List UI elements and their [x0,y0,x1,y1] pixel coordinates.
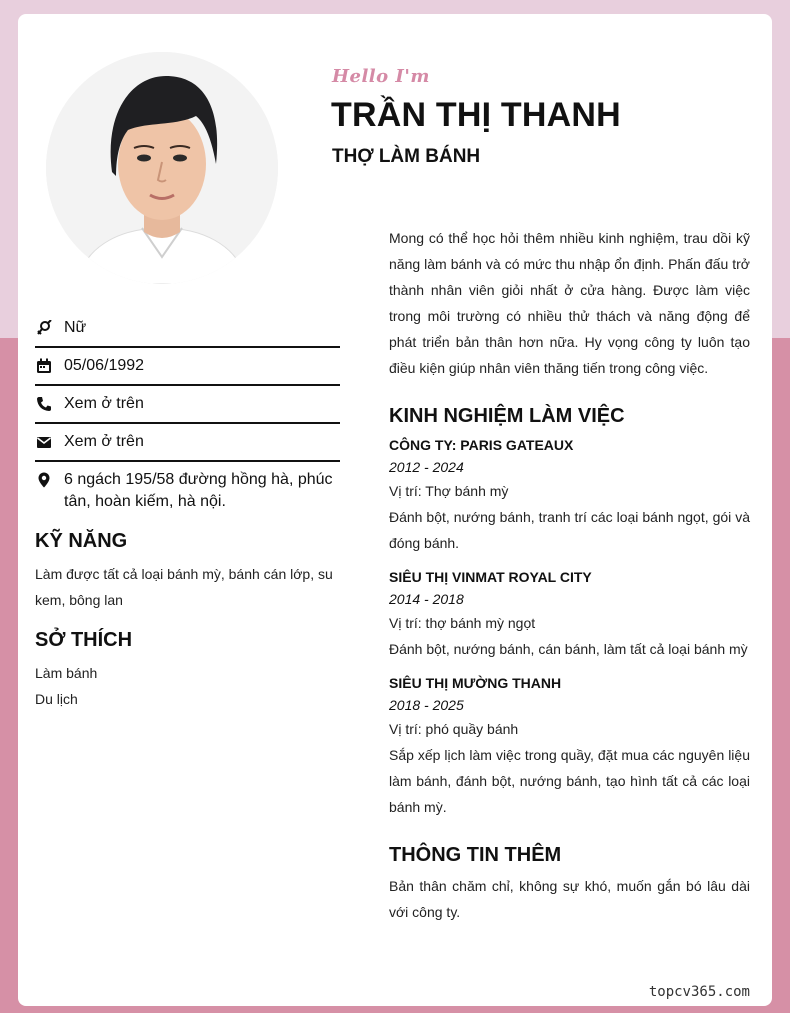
calendar-icon [36,358,52,374]
additional-info-title: THÔNG TIN THÊM [389,844,562,866]
company-name: SIÊU THỊ MƯỜNG THANH [389,675,562,691]
cv-page [18,14,772,1006]
contact-text-gender: Nữ [64,319,87,336]
contact-row-birthday [35,348,340,386]
site-watermark: topcv365.com [648,984,750,1000]
email-icon [36,434,52,450]
career-objective: Mong có thể học hỏi thêm nhiều kinh nghiệm, trau dồi kỹ năng làm bánh và có mức thu nhập ổn định. Phấn đấu trở thành nhân viên giỏi nhất ở cửa hàng. Được làm việc trong môi trường có nhiều thử thách và năng động để phát triển bản thân hơn nữa. Hy vọng công ty luôn tạo điều kiện giúp nhân viên thăng tiến trong công việc. [389,230,750,376]
contact-text-birthday: 05/06/1992 [64,357,145,374]
contact-text-phone: Xem ở trên [64,395,144,412]
experience-title: KINH NGHIỆM LÀM VIỆC [389,405,625,427]
contact-text-email: Xem ở trên [64,433,144,450]
contact-row-phone [35,386,340,424]
skills-text: Làm được tất cả loại bánh mỳ, bánh cán lớp, su kem, bông lan [35,566,333,608]
company-name: SIÊU THỊ VINMAT ROYAL CITY [389,569,592,585]
hobbies-section [35,629,340,712]
job-description: Đánh bột, nướng bánh, tranh trí các loại bánh ngọt, gói và đóng bánh. [389,509,750,551]
contact-row-gender [35,310,340,348]
contact-row-address [35,462,340,520]
experience-item [389,434,750,556]
job-position: Vị trí: thợ bánh mỳ ngọt [389,615,536,631]
main-column [389,225,750,925]
candidate-name: TRẦN THỊ THANH [331,96,621,134]
hobby-item: Du lịch [35,691,78,707]
contact-list [35,310,340,520]
greeting-text: Hello I'm [332,66,430,87]
contact-text-address: 6 ngách 195/58 đường hồng hà, phúc tân, hoàn kiếm, hà nội. [64,471,333,510]
job-position: Vị trí: Thợ bánh mỳ [389,483,509,499]
profile-photo [46,52,278,284]
skills-title: KỸ NĂNG [35,530,128,552]
contact-row-email [35,424,340,462]
gender-icon [36,320,52,336]
experience-item [389,672,750,820]
job-period: 2018 - 2025 [389,697,464,713]
job-title: THỢ LÀM BÁNH [332,146,481,167]
job-period: 2014 - 2018 [389,591,464,607]
hobby-item: Làm bánh [35,665,98,681]
phone-icon [36,396,52,412]
job-description: Đánh bột, nướng bánh, cán bánh, làm tất cả loại bánh mỳ [389,641,748,657]
skills-section [35,530,340,613]
location-pin-icon [36,472,52,488]
job-position: Vị trí: phó quầy bánh [389,721,519,737]
job-description: Sắp xếp lịch làm việc trong quầy, đặt mua các nguyên liệu làm bánh, đánh bột, nướng bánh, tạo hình tất cả các loại bánh mỳ. [389,747,750,815]
additional-info-text: Bản thân chăm chỉ, không sự khó, muốn gắn bó lâu dài với công ty. [389,878,750,920]
hobbies-title: SỞ THÍCH [35,629,133,651]
job-period: 2012 - 2024 [389,459,464,475]
company-name: CÔNG TY: PARIS GATEAUX [389,437,574,453]
experience-item [389,566,750,662]
